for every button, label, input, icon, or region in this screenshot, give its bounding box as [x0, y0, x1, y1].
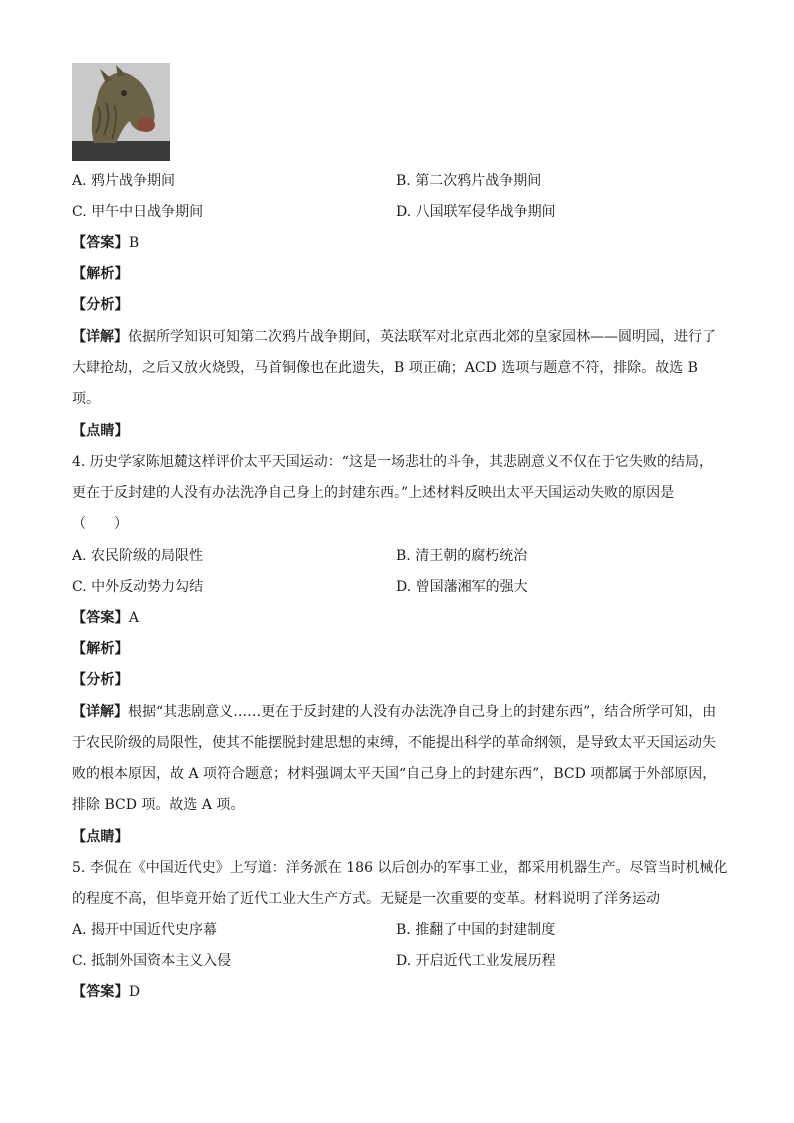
q4-detail-line-2: 于农民阶级的局限性，使其不能摆脱封建思想的束缚，不能提出科学的革命纲领，是导致太平天国运动失 — [72, 735, 716, 751]
q4-option-b: B. 清王朝的腐朽统治 — [396, 548, 528, 564]
q3-analysis-label: 【解析】 — [72, 266, 129, 282]
q4-detail-line-4: 排除 BCD 项。故选 A 项。 — [72, 797, 245, 813]
q4-stem-line-1: 4. 历史学家陈旭麓这样评价太平天国运动：“这是一场悲壮的斗争，其悲剧意义不仅在于它失败的结局， — [72, 454, 713, 470]
q3-detail — [72, 327, 722, 420]
q4-analysis-label: 【解析】 — [72, 641, 129, 657]
q5-stem — [72, 858, 728, 920]
q3-answer — [72, 233, 139, 253]
q4-stem-line-2: 更在于反封建的人没有办法洗净自己身上的封建东西。”上述材料反映出太平天国运动失败的原因是 — [72, 485, 675, 501]
q5-option-a: A. 揭开中国近代史序幕 — [72, 922, 218, 938]
answer-value: D — [128, 984, 141, 1000]
q5-option-c: C. 抵制外国资本主义入侵 — [72, 953, 232, 969]
horse-head-icon — [72, 63, 170, 161]
q3-detail-line-2: 大肆抢劫，之后又放火烧毁，马首铜像也在此遗失，B 项正确；ACD 选项与题意不符，排除。故选 B — [72, 360, 698, 376]
q4-detail-line-1: 【详解】根据“其悲剧意义……更在于反封建的人没有办法洗净自己身上的封建东西”，结合所学可知，由 — [72, 704, 717, 720]
q4-answer — [72, 608, 139, 628]
q3-option-a: A. 鸦片战争期间 — [72, 173, 176, 189]
q4-detail — [72, 702, 722, 826]
q3-option-d: D. 八国联军侵华战争期间 — [396, 204, 556, 220]
q3-detail-line-3: 项。 — [72, 391, 100, 407]
q5-option-d: D. 开启近代工业发展历程 — [396, 953, 556, 969]
q4-fenxi-label: 【分析】 — [72, 672, 129, 688]
q4-stem — [72, 452, 722, 545]
q3-detail-line-1: 【详解】依据所学知识可知第二次鸦片战争期间，英法联军对北京西北郊的皇家园林——圆明园，进行了 — [72, 329, 716, 345]
answer-label: 【答案】 — [72, 984, 129, 1000]
q4-dianjing-label: 【点睛】 — [72, 829, 129, 845]
q3-dianjing-label: 【点睛】 — [72, 423, 129, 439]
q4-option-a: A. 农民阶级的局限性 — [72, 548, 204, 564]
q4-option-c: C. 中外反动势力勾结 — [72, 579, 204, 595]
detail-label: 【详解】 — [72, 704, 128, 720]
q4-stem-line-3: （ ） — [72, 516, 128, 532]
q5-answer — [72, 982, 140, 1002]
q5-option-b: B. 推翻了中国的封建制度 — [396, 922, 556, 938]
answer-label: 【答案】 — [72, 235, 129, 251]
q5-stem-line-2: 的程度不高，但毕竟开始了近代工业大生产方式。无疑是一次重要的变革。材料说明了洋务运动 — [72, 891, 660, 907]
answer-label: 【答案】 — [72, 610, 129, 626]
bronze-horse-head-photo — [72, 63, 170, 161]
answer-value: B — [128, 235, 140, 251]
q5-stem-line-1: 5. 李侃在《中国近代史》上写道：洋务派在 186 以后创办的军事工业，都采用机器生产。尽管当时机械化 — [72, 860, 728, 876]
q3-option-b: B. 第二次鸦片战争期间 — [396, 173, 542, 189]
answer-value: A — [128, 610, 140, 626]
q3-fenxi-label: 【分析】 — [72, 297, 129, 313]
q4-option-d: D. 曾国藩湘军的强大 — [396, 579, 528, 595]
q3-option-c: C. 甲午中日战争期间 — [72, 204, 204, 220]
detail-label: 【详解】 — [72, 329, 128, 345]
q4-detail-line-3: 败的根本原因，故 A 项符合题意；材料强调太平天国“自己身上的封建东西”，BCD 项都属于外部原因， — [72, 766, 717, 782]
